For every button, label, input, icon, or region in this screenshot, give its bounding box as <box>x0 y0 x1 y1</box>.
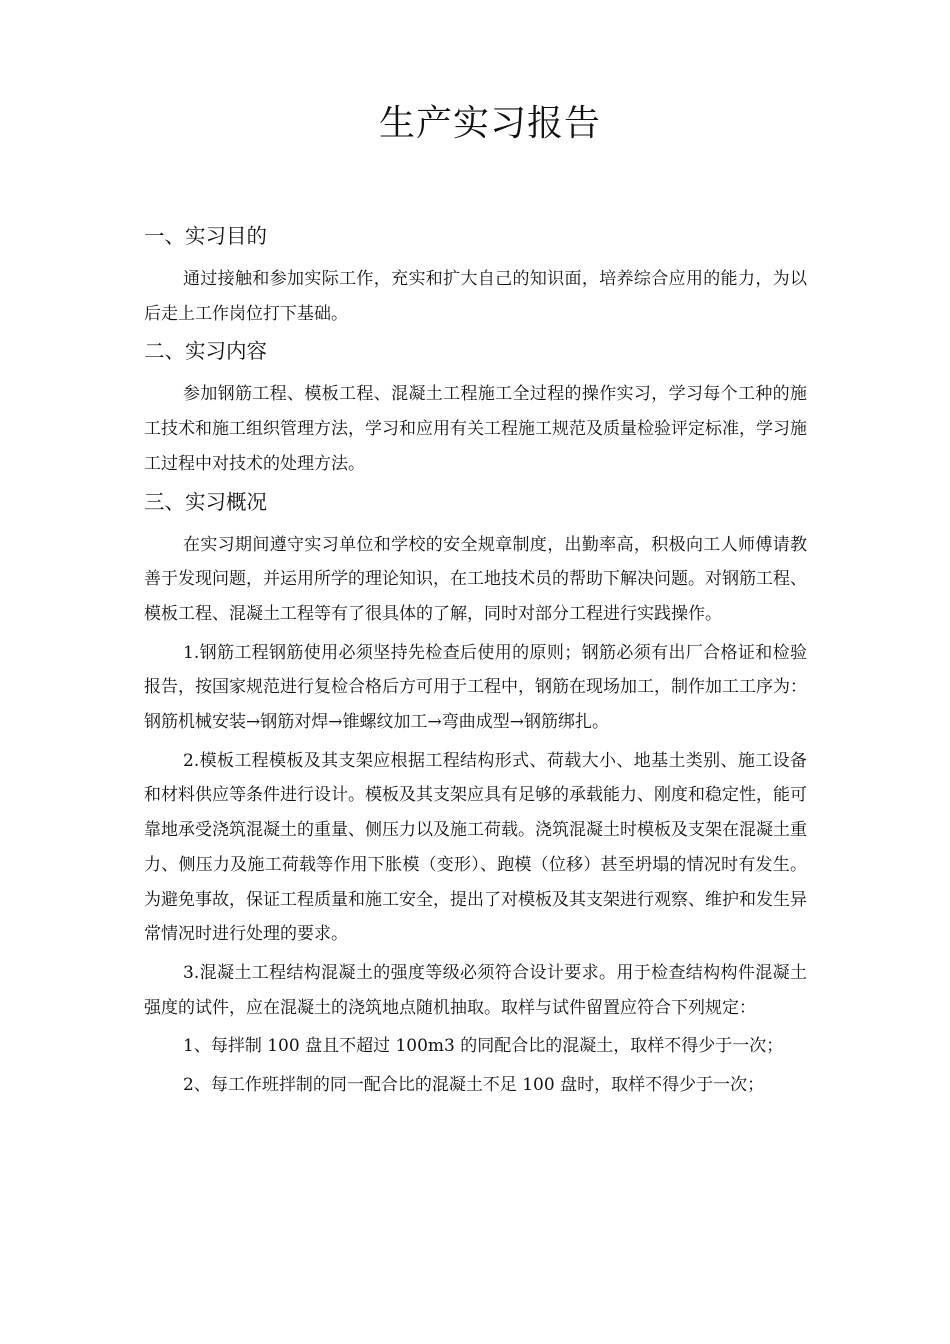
paragraph-rebar-works: 1.钢筋工程钢筋使用必须坚持先检查后使用的原则；钢筋必须有出厂合格证和检验报告，按国家规范进行复检合格后方可用于工程中，钢筋在现场加工，制作加工工序为：钢筋机械安装→钢筋对焊→锥螺纹加工→弯曲成型→钢筋绑扎。 <box>144 642 807 733</box>
section-heading-content: 二、实习内容 <box>144 339 267 364</box>
list-item-sampling-rule-2: 2、每工作班拌制的同一配合比的混凝土不足 100 盘时，取样不得少于一次； <box>183 1075 765 1096</box>
paragraph-purpose: 通过接触和参加实际工作，充实和扩大自己的知识面，培养综合应用的能力，为以后走上工作岗位打下基础。 <box>144 269 807 324</box>
paragraph-concrete-works: 3.混凝土工程结构混凝土的强度等级必须符合设计要求。用于检查结构构件混凝土强度的试件，应在混凝土的浇筑地点随机抽取。取样与试件留置应符合下列规定： <box>144 962 807 1018</box>
paragraph-overview: 在实习期间遵守实习单位和学校的安全规章制度，出勤率高，积极向工人师傅请教善于发现问题，并运用所学的理论知识，在工地技术员的帮助下解决问题。对钢筋工程、模板工程、混凝土工程等有了很具体的了解，同时对部分工程进行实践操作。 <box>144 534 807 624</box>
paragraph-formwork-works: 2.模板工程模板及其支架应根据工程结构形式、荷载大小、地基土类别、施工设备和材料供应等条件进行设计。模板及其支架应具有足够的承载能力、刚度和稳定性，能可靠地承受浇筑混凝土的重量、侧压力以及施工荷载。浇筑混凝土时模板及支架在混凝土重力、侧压力及施工荷载等作用下胀模（变形）、跑模（位移）甚至坍塌的情况时有发生。为避免事故，保证工程质量和施工安全，提出了对模板及其支架进行观察、维护和发生异常情况时进行处理的要求。 <box>144 750 807 945</box>
paragraph-content: 参加钢筋工程、模板工程、混凝土工程施工全过程的操作实习，学习每个工种的施工技术和施工组织管理方法，学习和应用有关工程施工规范及质量检验评定标准，学习施工过程中对技术的处理方法。 <box>144 384 807 474</box>
document-title: 生产实习报告 <box>378 103 601 144</box>
list-item-sampling-rule-1: 1、每拌制 100 盘且不超过 100m3 的同配合比的混凝土，取样不得少于一次； <box>183 1036 784 1057</box>
section-heading-purpose: 一、实习目的 <box>144 224 267 248</box>
document-body <box>144 220 807 1103</box>
section-heading-overview: 三、实习概况 <box>144 489 267 514</box>
